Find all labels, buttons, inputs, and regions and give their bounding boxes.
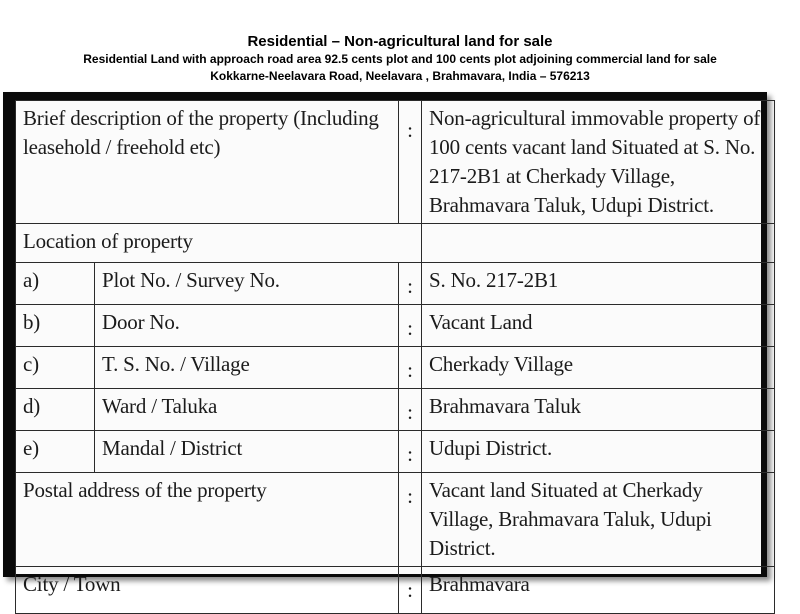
item-value: Udupi District. [422, 431, 775, 473]
page-header [0, 32, 800, 85]
table-row [16, 101, 775, 224]
colon-separator: : [407, 316, 413, 340]
item-label: Mandal / District [95, 431, 399, 473]
city-value: Brahmavara [422, 567, 775, 614]
item-letter: b) [16, 305, 95, 347]
item-value: Vacant Land [422, 305, 775, 347]
page-title: Residential – Non-agricultural land for sale [247, 33, 553, 50]
description-label: Brief description of the property (Including leasehold / freehold etc) [16, 101, 399, 224]
item-letter: c) [16, 347, 95, 389]
description-value: Non-agricultural immovable property of 100 cents vacant land Situated at S. No. 217-2B1 at Cherkady Village, Brahmavara Taluk, Udupi District. [422, 101, 775, 224]
item-letter: d) [16, 389, 95, 431]
colon-separator: : [407, 578, 413, 602]
city-label: City / Town [16, 567, 399, 614]
colon-separator: : [407, 484, 413, 508]
table-row [16, 263, 775, 305]
document-frame [3, 92, 767, 602]
item-letter: a) [16, 263, 95, 305]
item-label: Plot No. / Survey No. [95, 263, 399, 305]
property-details-table [15, 100, 775, 614]
colon-separator: : [407, 274, 413, 298]
scanned-document [15, 100, 761, 602]
colon-separator: : [407, 118, 413, 142]
empty-cell [422, 224, 775, 263]
location-heading: Location of property [16, 224, 422, 263]
table-row [16, 224, 775, 263]
item-label: T. S. No. / Village [95, 347, 399, 389]
table-row [16, 389, 775, 431]
item-value: Cherkady Village [422, 347, 775, 389]
item-letter: e) [16, 431, 95, 473]
table-row [16, 347, 775, 389]
colon-separator: : [407, 358, 413, 382]
colon-separator: : [407, 400, 413, 424]
property-address: Kokkarne-Neelavara Road, Neelavara , Brahmavara, India – 576213 [210, 69, 590, 83]
item-value: S. No. 217-2B1 [422, 263, 775, 305]
item-label: Ward / Taluka [95, 389, 399, 431]
table-row [16, 567, 775, 614]
item-label: Door No. [95, 305, 399, 347]
table-row [16, 305, 775, 347]
table-row [16, 473, 775, 567]
postal-value: Vacant land Situated at Cherkady Village, Brahmavara Taluk, Udupi District. [422, 473, 775, 567]
table-row [16, 431, 775, 473]
page-subtitle: Residential Land with approach road area 92.5 cents plot and 100 cents plot adjoining commercial land for sale [83, 52, 717, 66]
postal-label: Postal address of the property [16, 473, 399, 567]
item-value: Brahmavara Taluk [422, 389, 775, 431]
colon-separator: : [407, 442, 413, 466]
